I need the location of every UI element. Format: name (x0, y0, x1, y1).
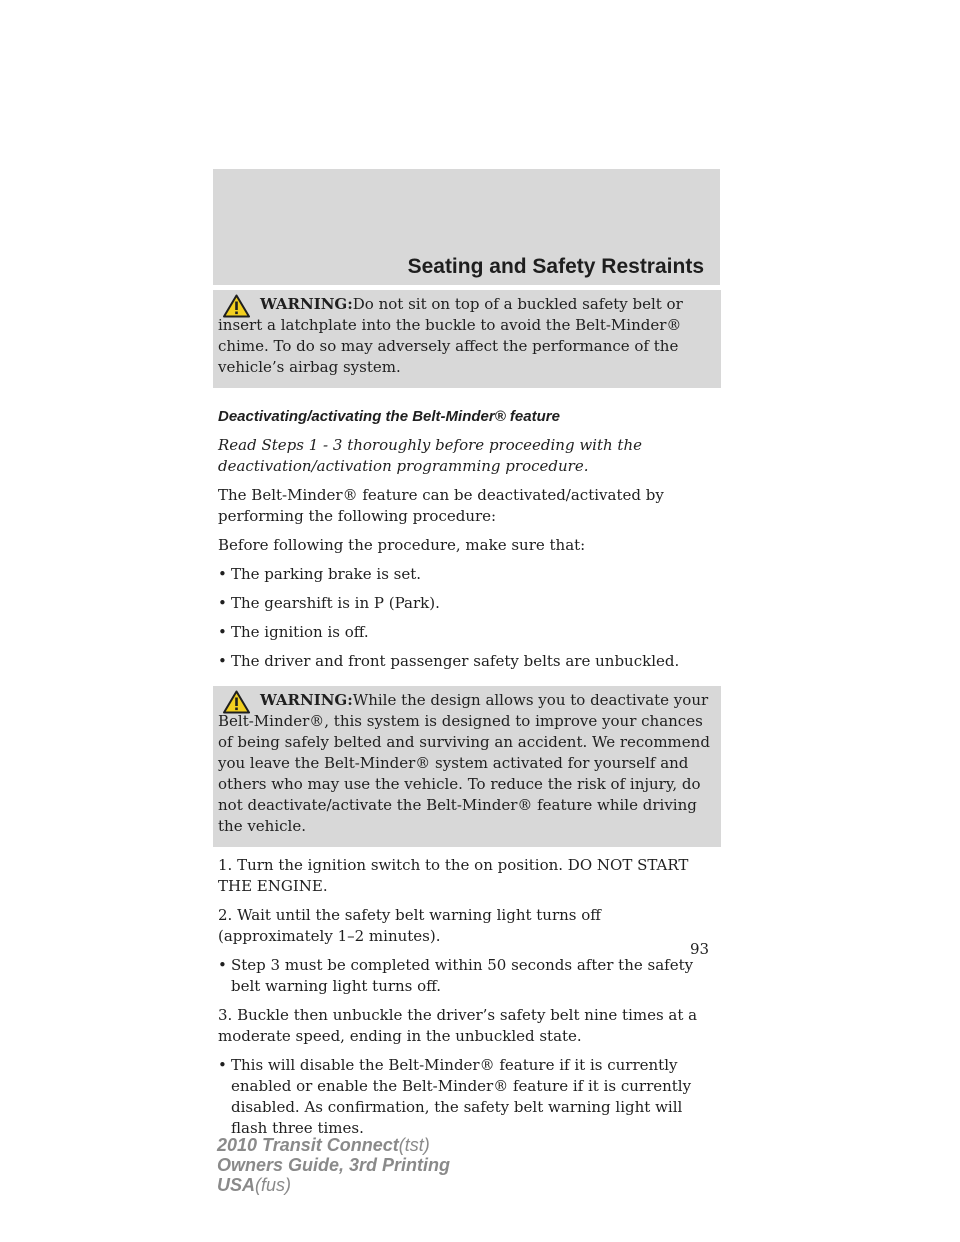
warning-triangle-icon (223, 294, 250, 318)
list-item-text: The driver and front passenger safety belts are unbuckled. (231, 652, 680, 670)
footer-model: 2010 Transit Connect (217, 1135, 399, 1155)
list-item (218, 651, 716, 672)
bullet-glyph: • (218, 1056, 227, 1074)
warning-body: While the design allows you to deactivate your Belt-Minder®, this system is designed to improve your chances of being safely belted and surviving an accident. We recommend you leave the Belt-Minder® system activated for yourself and others who may use the vehicle. To reduce the risk of injury, do not deactivate/activate the Belt-Minder® feature while driving the vehicle. (218, 691, 710, 835)
warning-triangle-icon (223, 690, 250, 714)
section-heading: Deactivating/activating the Belt-Minder® feature (218, 408, 560, 425)
warning-box-2 (213, 686, 721, 847)
footer-line-2: Owners Guide, 3rd Printing (217, 1155, 451, 1175)
before-paragraph: Before following the procedure, make sure that: (218, 536, 586, 554)
page-content (218, 290, 716, 1139)
header-band (213, 169, 720, 285)
conditions-list (218, 564, 716, 672)
warning-box-1 (213, 290, 721, 388)
warning-label: WARNING: (260, 295, 353, 313)
bullet-glyph: • (218, 652, 227, 670)
footer (217, 1135, 450, 1195)
step-1: 1. Turn the ignition switch to the on position. DO NOT START THE ENGINE. (218, 856, 689, 895)
page-number: 93 (690, 940, 710, 958)
list-item (218, 593, 716, 614)
read-note: Read Steps 1 - 3 thoroughly before proceeding with the deactivation/activation programming procedure. (218, 436, 642, 475)
bullet-glyph: • (218, 956, 227, 974)
list-item-text: Step 3 must be completed within 50 seconds after the safety belt warning light turns off. (231, 956, 694, 995)
warning-text-2 (218, 690, 716, 837)
step-2: 2. Wait until the safety belt warning light turns off (approximately 1–2 minutes). (218, 906, 601, 945)
section-title: Seating and Safety Restraints (407, 255, 704, 278)
bullet-glyph: • (218, 623, 227, 641)
list-item (218, 564, 716, 585)
list-item (218, 1055, 716, 1139)
bullet-glyph: • (218, 594, 227, 612)
footer-region-tag: (fus) (255, 1175, 292, 1195)
bullet-glyph: • (218, 565, 227, 583)
list-item-text: The gearshift is in P (Park). (231, 594, 440, 612)
warning-label: WARNING: (260, 691, 353, 709)
list-item-text: The ignition is off. (231, 623, 369, 641)
footer-model-tag: (tst) (398, 1135, 430, 1155)
warning-body: Do not sit on top of a buckled safety belt or insert a latchplate into the buckle to avoid the Belt-Minder® chime. To do so may adversely affect the performance of the vehicle’s airbag system. (218, 295, 683, 376)
footer-line-3 (217, 1175, 450, 1195)
step-3: 3. Buckle then unbuckle the driver’s safety belt nine times at a moderate speed, ending in the unbuckled state. (218, 1006, 698, 1045)
footer-region: USA (217, 1175, 256, 1195)
step-2-notes (218, 955, 716, 997)
list-item (218, 622, 716, 643)
list-item (218, 955, 716, 997)
list-item-text: This will disable the Belt-Minder® feature if it is currently enabled or enable the Belt-Minder® feature if it is currently disabled. As confirmation, the safety belt warning light will flash three times. (231, 1056, 692, 1137)
intro-paragraph: The Belt-Minder® feature can be deactivated/activated by performing the following procedure: (218, 486, 664, 525)
footer-line-1 (217, 1135, 450, 1155)
warning-text-1 (218, 294, 716, 378)
step-3-notes (218, 1055, 716, 1139)
list-item-text: The parking brake is set. (231, 565, 422, 583)
